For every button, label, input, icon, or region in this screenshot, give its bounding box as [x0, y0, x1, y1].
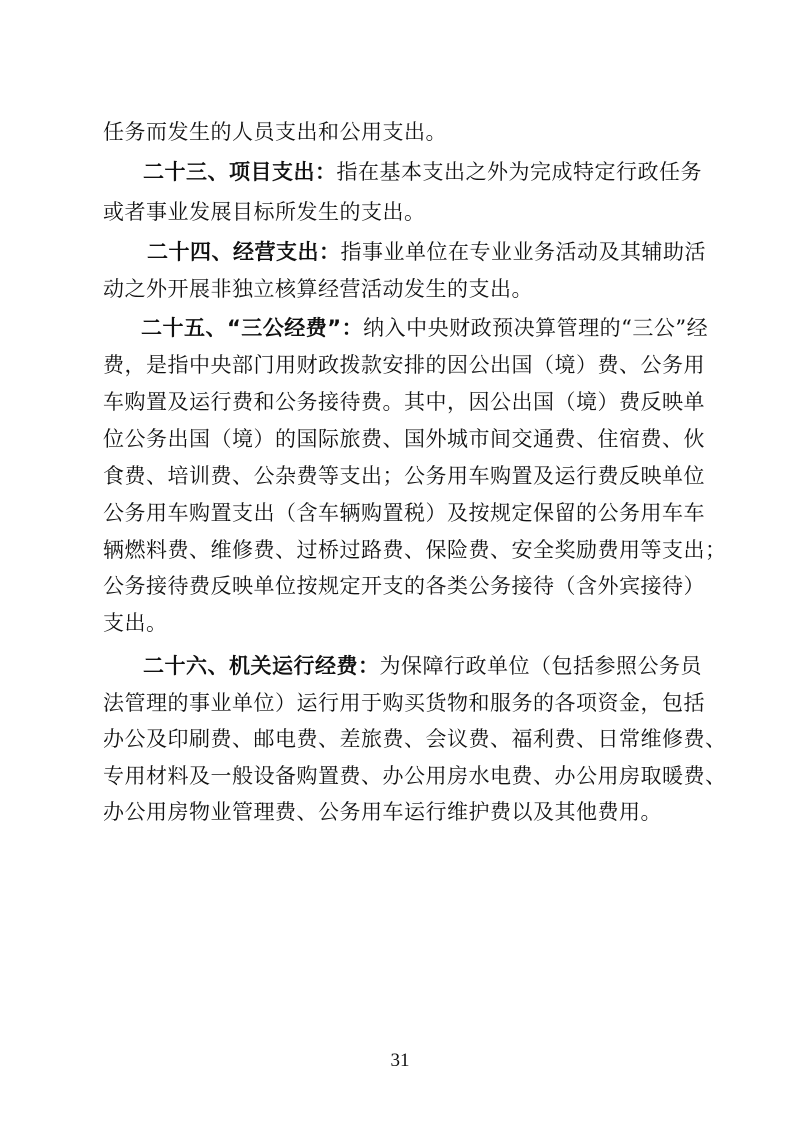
paragraph-line [103, 157, 701, 187]
paragraph-line [103, 535, 727, 565]
paragraph-line [103, 274, 533, 304]
paragraph-line [103, 651, 701, 681]
line-text: 或者事业发展目标所发生的支出。 [103, 200, 426, 224]
paragraph-line [103, 608, 168, 638]
line-text: 任务而发生的人员支出和公用支出。 [103, 120, 447, 144]
line-text: 指在基本支出之外为完成特定行政任务 [336, 160, 702, 184]
page-number: 31 [390, 1050, 410, 1071]
paragraph-line [103, 761, 727, 791]
line-text: 指事业单位在专业业务活动及其辅助活 [340, 240, 706, 264]
line-text: 位公务出国（境）的国际旅费、国外城市间交通费、住宿费、伙 [103, 427, 705, 451]
term-heading: 二十四、经营支出： [147, 240, 341, 264]
term-heading: 二十六、机关运行经费： [143, 654, 380, 678]
line-text: 法管理的事业单位）运行用于购买货物和服务的各项资金，包括 [103, 691, 705, 715]
line-text: 食费、培训费、公杂费等支出；公务用车购置及运行费反映单位 [103, 464, 705, 488]
paragraph-line [103, 313, 709, 343]
paragraph-line [103, 350, 705, 380]
term-heading: 二十五、“三公经费”： [141, 316, 364, 340]
line-text: 支出。 [103, 611, 168, 635]
paragraph-line [103, 461, 705, 491]
paragraph-line [103, 387, 705, 417]
paragraph-line [103, 688, 705, 718]
paragraph-line [103, 797, 662, 827]
line-text: 公务接待费反映单位按规定开支的各类公务接待（含外宾接待） [103, 574, 705, 598]
paragraph-line [103, 571, 705, 601]
line-text: 办公用房物业管理费、公务用车运行维护费以及其他费用。 [103, 800, 662, 824]
line-text: 费，是指中央部门用财政拨款安排的因公出国（境）费、公务用 [103, 353, 705, 377]
paragraph-line [103, 197, 426, 227]
line-text: 公务用车购置支出（含车辆购置税）及按规定保留的公务用车车 [103, 501, 705, 525]
paragraph-line [103, 724, 727, 754]
paragraph-line [103, 424, 705, 454]
line-text: 为保障行政单位（包括参照公务员 [379, 654, 702, 678]
line-text: 办公及印刷费、邮电费、差旅费、会议费、福利费、日常维修费、 [103, 727, 727, 751]
paragraph-line [103, 117, 447, 147]
paragraph-line [103, 237, 706, 267]
line-text: 辆燃料费、维修费、过桥过路费、保险费、安全奖励费用等支出； [103, 538, 727, 562]
paragraph-line [103, 498, 705, 528]
term-heading: 二十三、项目支出： [143, 160, 337, 184]
line-text: 车购置及运行费和公务接待费。其中，因公出国（境）费反映单 [103, 390, 705, 414]
line-text: 专用材料及一般设备购置费、办公用房水电费、办公用房取暖费、 [103, 764, 727, 788]
line-text: 动之外开展非独立核算经营活动发生的支出。 [103, 277, 533, 301]
line-text: 纳入中央财政预决算管理的“三公”经 [363, 316, 709, 340]
